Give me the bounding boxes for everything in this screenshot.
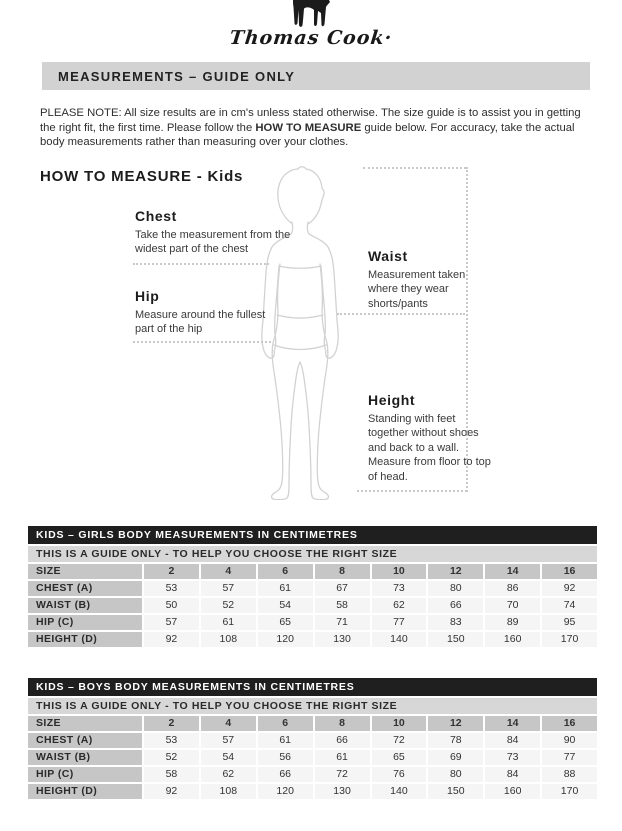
measurement-value: 65	[258, 615, 313, 630]
measurement-value: 77	[372, 615, 427, 630]
measurement-value: 140	[372, 632, 427, 647]
page-title: MEASUREMENTS – GUIDE ONLY	[58, 68, 296, 84]
measurement-value: 120	[258, 632, 313, 647]
measurement-value: 90	[542, 733, 597, 748]
chest-label	[135, 208, 307, 257]
height-label-title: Height	[368, 391, 416, 408]
measurement-value: 62	[372, 598, 427, 613]
measurement-value: 77	[542, 750, 597, 765]
size-column-header: 12	[428, 564, 483, 579]
measurement-tables	[0, 526, 622, 799]
kids-boys-table	[28, 678, 597, 799]
chest-label-title: Chest	[135, 207, 177, 224]
measurement-value: 71	[315, 615, 370, 630]
how-to-measure-title: HOW TO MEASURE - Kids	[40, 167, 244, 185]
measurement-value: 74	[542, 598, 597, 613]
size-column-header: 16	[542, 716, 597, 731]
measurement-value: 92	[144, 632, 199, 647]
measurement-value: 73	[485, 750, 540, 765]
boys-table-title: KIDS – BOYS BODY MEASUREMENTS IN CENTIMETRES	[28, 678, 597, 696]
height-bottom-guide-line	[357, 490, 467, 492]
measurement-value: 67	[315, 581, 370, 596]
measurement-value: 70	[485, 598, 540, 613]
measurement-value: 61	[315, 750, 370, 765]
size-column-header: 14	[485, 564, 540, 579]
size-column-header: 6	[258, 564, 313, 579]
row-label: WAIST (B)	[28, 750, 142, 765]
measurement-value: 160	[485, 784, 540, 799]
measurement-value: 170	[542, 632, 597, 647]
measurement-value: 62	[201, 767, 256, 782]
measurement-value: 160	[485, 632, 540, 647]
measurement-value: 92	[542, 581, 597, 596]
girls-table-grid	[28, 564, 597, 647]
measurement-value: 150	[428, 632, 483, 647]
height-label-description: Standing with feet together without shoes and back to a wall. Measure from floor to top of head.	[368, 412, 491, 483]
measurement-value: 61	[258, 581, 313, 596]
girls-table-subtitle: THIS IS A GUIDE ONLY - TO HELP YOU CHOOSE THE RIGHT SIZE	[28, 546, 597, 562]
measurement-value: 52	[201, 598, 256, 613]
measurement-value: 65	[372, 750, 427, 765]
height-label	[368, 392, 498, 485]
brand-name: Thomas Cook·	[228, 27, 394, 49]
measurement-value: 84	[485, 767, 540, 782]
measurement-value: 130	[315, 632, 370, 647]
measurement-value: 54	[258, 598, 313, 613]
measurement-value: 66	[315, 733, 370, 748]
waist-label-title: Waist	[368, 247, 408, 264]
measurement-value: 58	[144, 767, 199, 782]
row-label: HEIGHT (D)	[28, 784, 142, 799]
waist-label	[368, 248, 493, 312]
hip-guide-line	[133, 341, 271, 343]
chest-guide-line	[133, 263, 269, 265]
size-column-header: 8	[315, 716, 370, 731]
please-note-text	[40, 106, 592, 150]
measurement-value: 57	[144, 615, 199, 630]
size-column-header: 10	[372, 564, 427, 579]
measurement-value: 66	[428, 598, 483, 613]
brand-logo	[0, 0, 622, 56]
size-column-header: 8	[315, 564, 370, 579]
measurement-value: 80	[428, 767, 483, 782]
measurement-value: 73	[372, 581, 427, 596]
kids-girls-table	[28, 526, 597, 647]
measurement-value: 76	[372, 767, 427, 782]
row-label: HIP (C)	[28, 767, 142, 782]
hip-label-title: Hip	[135, 287, 160, 304]
measurement-value: 86	[485, 581, 540, 596]
measurement-value: 56	[258, 750, 313, 765]
size-column-header: 16	[542, 564, 597, 579]
chest-label-description: Take the measurement from the widest part of the chest	[135, 228, 291, 256]
measurement-value: 89	[485, 615, 540, 630]
measurement-value: 88	[542, 767, 597, 782]
measurement-value: 53	[144, 581, 199, 596]
size-column-header: 14	[485, 716, 540, 731]
measurement-value: 120	[258, 784, 313, 799]
row-label: CHEST (A)	[28, 581, 142, 596]
size-header-cell: SIZE	[28, 564, 142, 579]
measurement-value: 72	[372, 733, 427, 748]
measurement-value: 108	[201, 784, 256, 799]
note-part1: PLEASE NOTE: All size results are in cm's unless stated otherwise. The size guide is to assist you in getting the right fit, the first time. Please follow the	[40, 107, 581, 134]
note-part2: guide below. For accuracy, take the actual body measurements rather than measuring over your clothes.	[40, 121, 575, 149]
size-header-cell: SIZE	[28, 716, 142, 731]
boys-table-grid	[28, 716, 597, 799]
measurement-value: 150	[428, 784, 483, 799]
measurement-value: 130	[315, 784, 370, 799]
measurement-value: 61	[258, 733, 313, 748]
dog-silhouette-icon	[292, 0, 330, 29]
measurement-value: 78	[428, 733, 483, 748]
measurement-value: 80	[428, 581, 483, 596]
measurement-value: 57	[201, 733, 256, 748]
measurement-value: 50	[144, 598, 199, 613]
row-label: HEIGHT (D)	[28, 632, 142, 647]
measurement-value: 66	[258, 767, 313, 782]
measurement-value: 140	[372, 784, 427, 799]
measurement-value: 108	[201, 632, 256, 647]
waist-guide-line	[337, 313, 465, 315]
measurement-value: 95	[542, 615, 597, 630]
size-column-header: 10	[372, 716, 427, 731]
measurements-title-bar	[42, 62, 590, 90]
size-column-header: 12	[428, 716, 483, 731]
measurement-value: 170	[542, 784, 597, 799]
measurement-value: 58	[315, 598, 370, 613]
how-to-measure-section	[40, 160, 590, 516]
size-column-header: 2	[144, 564, 199, 579]
measurement-value: 61	[201, 615, 256, 630]
measurement-value: 53	[144, 733, 199, 748]
size-column-header: 2	[144, 716, 199, 731]
measurement-value: 69	[428, 750, 483, 765]
measurement-value: 57	[201, 581, 256, 596]
measurement-value: 72	[315, 767, 370, 782]
hip-label	[135, 288, 275, 337]
size-column-header: 4	[201, 716, 256, 731]
measurement-value: 52	[144, 750, 199, 765]
measurement-value: 92	[144, 784, 199, 799]
measurement-value: 54	[201, 750, 256, 765]
size-column-header: 4	[201, 564, 256, 579]
hip-label-description: Measure around the fullest part of the hip	[135, 308, 266, 336]
height-top-guide-line	[363, 167, 466, 169]
waist-label-description: Measurement taken where they wear shorts/pants	[368, 268, 466, 310]
row-label: WAIST (B)	[28, 598, 142, 613]
size-column-header: 6	[258, 716, 313, 731]
boys-table-subtitle: THIS IS A GUIDE ONLY - TO HELP YOU CHOOSE THE RIGHT SIZE	[28, 698, 597, 714]
measurement-value: 83	[428, 615, 483, 630]
girls-table-title: KIDS – GIRLS BODY MEASUREMENTS IN CENTIMETRES	[28, 526, 597, 544]
measurement-value: 84	[485, 733, 540, 748]
row-label: CHEST (A)	[28, 733, 142, 748]
row-label: HIP (C)	[28, 615, 142, 630]
note-bold: HOW TO MEASURE	[255, 121, 362, 134]
